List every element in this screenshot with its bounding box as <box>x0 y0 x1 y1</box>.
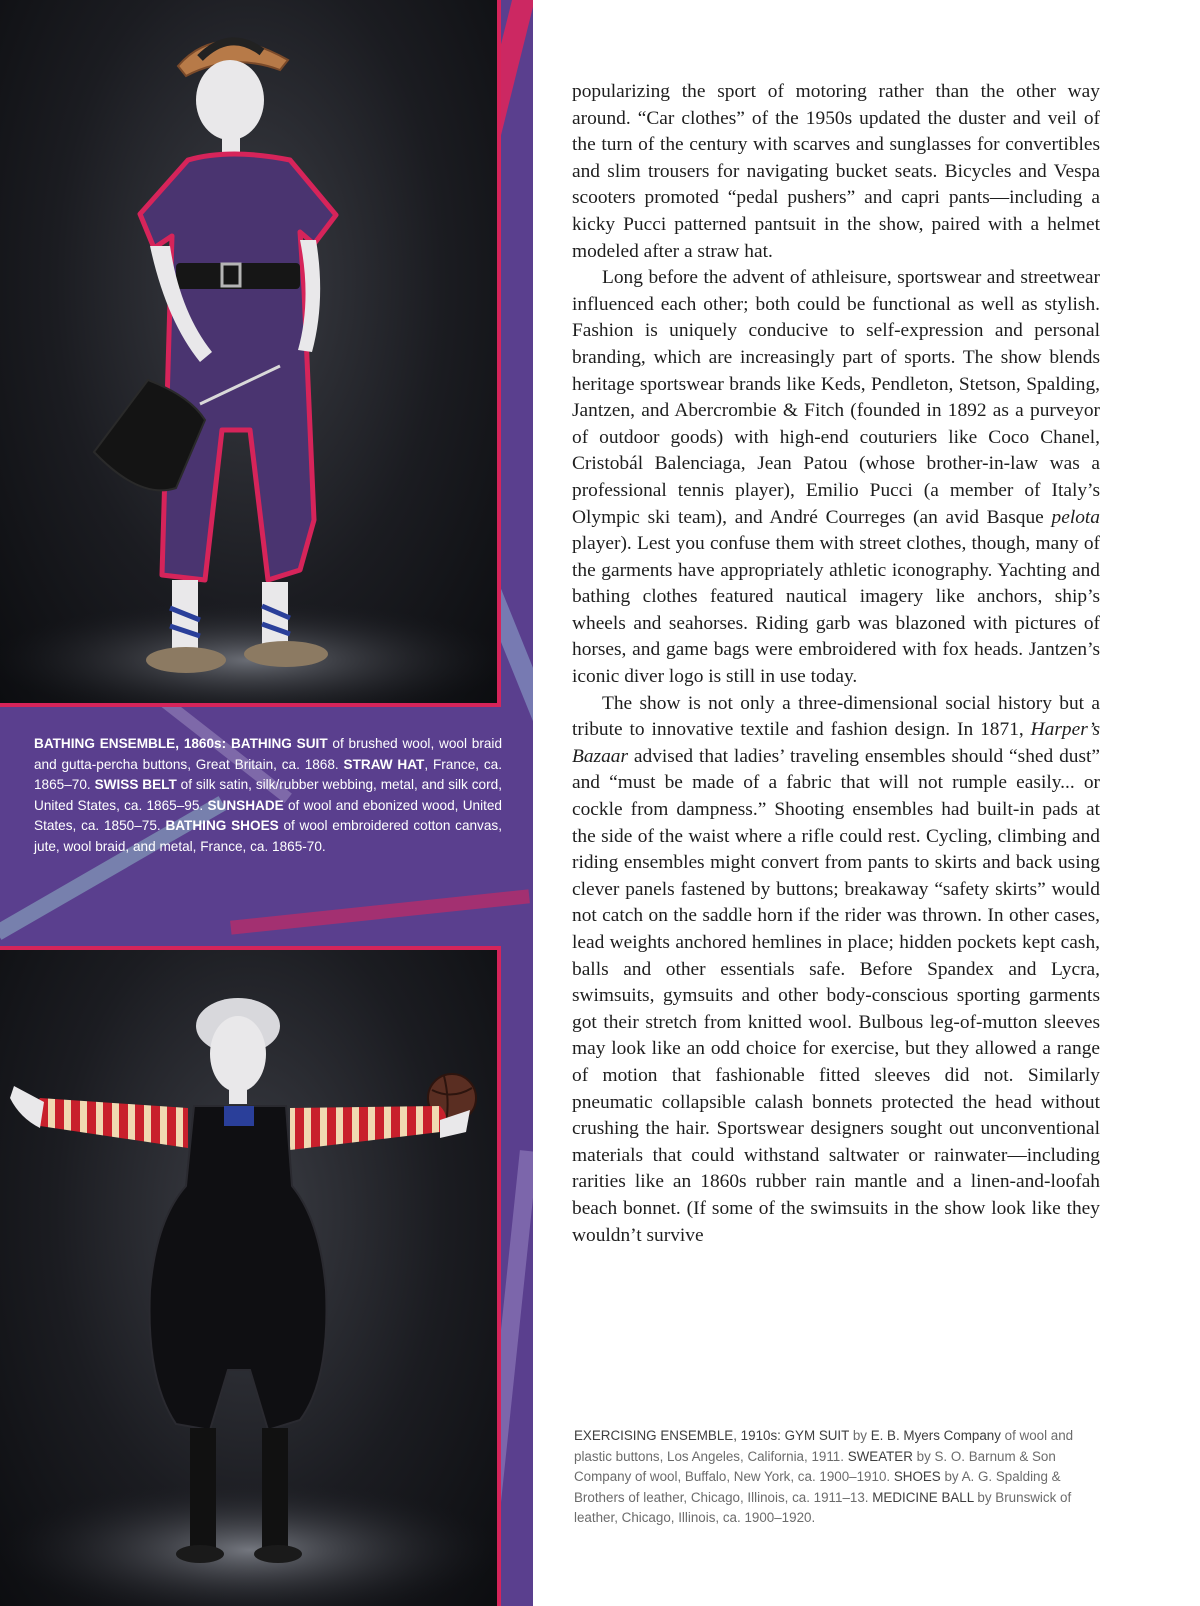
caption-text: by Brunswick of leather, Chicago, Illinois, ca. 1900–1920. <box>574 1489 1072 1526</box>
caption-text: by A. G. Spalding & Brothers of leather, Chicago, Illinois, ca. 1911–13. <box>574 1469 1061 1505</box>
left-purple-column <box>0 0 533 1606</box>
caption-item: SUNSHADE <box>207 797 284 813</box>
exercising-ensemble-caption <box>574 1426 1102 1529</box>
article-paragraph: The show is not only a three-dimensional social history but a tribute to innovative textile and fashion design. In 1871, Harper’s Bazaar advised that ladies’ traveling ensembles should “shed dust” and “must be made of a fabric that will not rumple easily... or cockle from dampness.” Shooting ensembles had built-in pads at the side of the waist where a rifle could rest. Cycling, climbing and riding ensembles might convert from pants to skirts and back using clever panels fastened by buttons; breakaway “safety skirts” would not catch on the saddle horn if the rider was thrown. In other cases, lead weights anchored hemlines in place; hidden pockets kept cash, balls and other essentials safe. Before Spandex and Lycra, swimsuits, gymsuits and other body-conscious sporting garments got their stretch from knitted wool. Bulbous leg-of-mutton sleeves may look like an odd choice for exercise, but they allowed a range of motion that fashionable fitted sleeves did not. Similarly pneumatic collapsible calash bonnets protected the head without crushing the hair. Sportswear designers sought out unconventional materials that could withstand saltwater or rainwater—including rarities like an 1860s rubber rain mantle and a linen-and-loofah beach bonnet. (If some of the swimsuits in the show look like they wouldn’t survive <box>572 692 1100 1246</box>
caption-text: of brushed wool, wool braid and gutta-percha buttons, Great Britain, ca. 1868. <box>34 736 503 772</box>
decorative-ribbon <box>230 889 530 934</box>
caption-text: , France, ca. 1865–70. <box>34 756 502 793</box>
exercising-ensemble-photo <box>0 946 501 1606</box>
bathing-ensemble-caption <box>34 734 502 858</box>
caption-item: MEDICINE BALL <box>872 1489 974 1505</box>
caption-text: by <box>849 1428 871 1443</box>
bathing-ensemble-photo <box>0 0 501 707</box>
exercising-ensemble-illustration <box>0 950 497 1606</box>
article-body <box>572 79 1100 1249</box>
caption-item: SWEATER <box>847 1448 913 1464</box>
caption-item: SHOES <box>893 1469 941 1485</box>
caption-item: E. B. Myers Company <box>870 1428 1001 1443</box>
article-paragraph: Long before the advent of athleisure, sportswear and streetwear influenced each other; both could be functional as well as stylish. Fashion is uniquely conducive to self-expression and personal branding, which are increasingly part of sports. The show blends heritage sportswear brands like Keds, Pendleton, Stetson, Spalding, Jantzen, and Abercrombie & Fitch (founded in 1892 as a purveyor of outdoor goods) with high-end couturiers like Coco Chanel, Cristobál Balenciaga, Jean Patou (whose brother-in-law was a professional tennis player), Emilio Pucci (a member of Italy’s Olympic ski team), and André Courreges (an avid Basque pelota player). Lest you confuse them with street clothes, though, many of the garments have appropriately athletic iconography. Yachting and bathing clothes featured nautical imagery like anchors, ship’s wheels and seahorses. Riding garb was blazoned with pictures of horses, and game bags were embroidered with fox heads. Jantzen’s iconic diver logo is still in use today. <box>572 267 1100 688</box>
caption-text: of wool and plastic buttons, Los Angeles, California, 1911. <box>574 1428 1074 1464</box>
caption-item: BATHING SHOES <box>165 818 279 834</box>
caption-heading: EXERCISING ENSEMBLE, 1910s: GYM SUIT <box>574 1428 850 1443</box>
caption-text: by S. O. Barnum & Son Company of wool, Buffalo, New York, ca. 1900–1910. <box>574 1448 1056 1485</box>
caption-text: of wool embroidered cotton canvas, jute, wool braid, and metal, France, ca. 1865-70. <box>34 818 502 854</box>
article-paragraph: popularizing the sport of motoring rather than the other way around. “Car clothes” of the 1950s updated the duster and veil of the turn of the century with scarves and sunglasses for convertibles and slim trousers for navigating bucket seats. Bicycles and Vespa scooters promoted “pedal pushers” and capri pants—including a kicky Pucci patterned pantsuit in the show, paired with a helmet modeled after a straw hat. <box>572 81 1100 262</box>
caption-text: of wool and ebonized wood, United States, ca. 1850–75. <box>34 797 502 834</box>
caption-item: SWISS BELT <box>94 777 177 793</box>
caption-text: of silk satin, silk/rubber webbing, metal, and silk cord, United States, ca. 1865–95. <box>34 777 502 813</box>
caption-heading: BATHING ENSEMBLE, 1860s: BATHING SUIT <box>34 736 328 751</box>
bathing-ensemble-illustration <box>0 0 497 703</box>
caption-item: STRAW HAT <box>343 756 425 772</box>
